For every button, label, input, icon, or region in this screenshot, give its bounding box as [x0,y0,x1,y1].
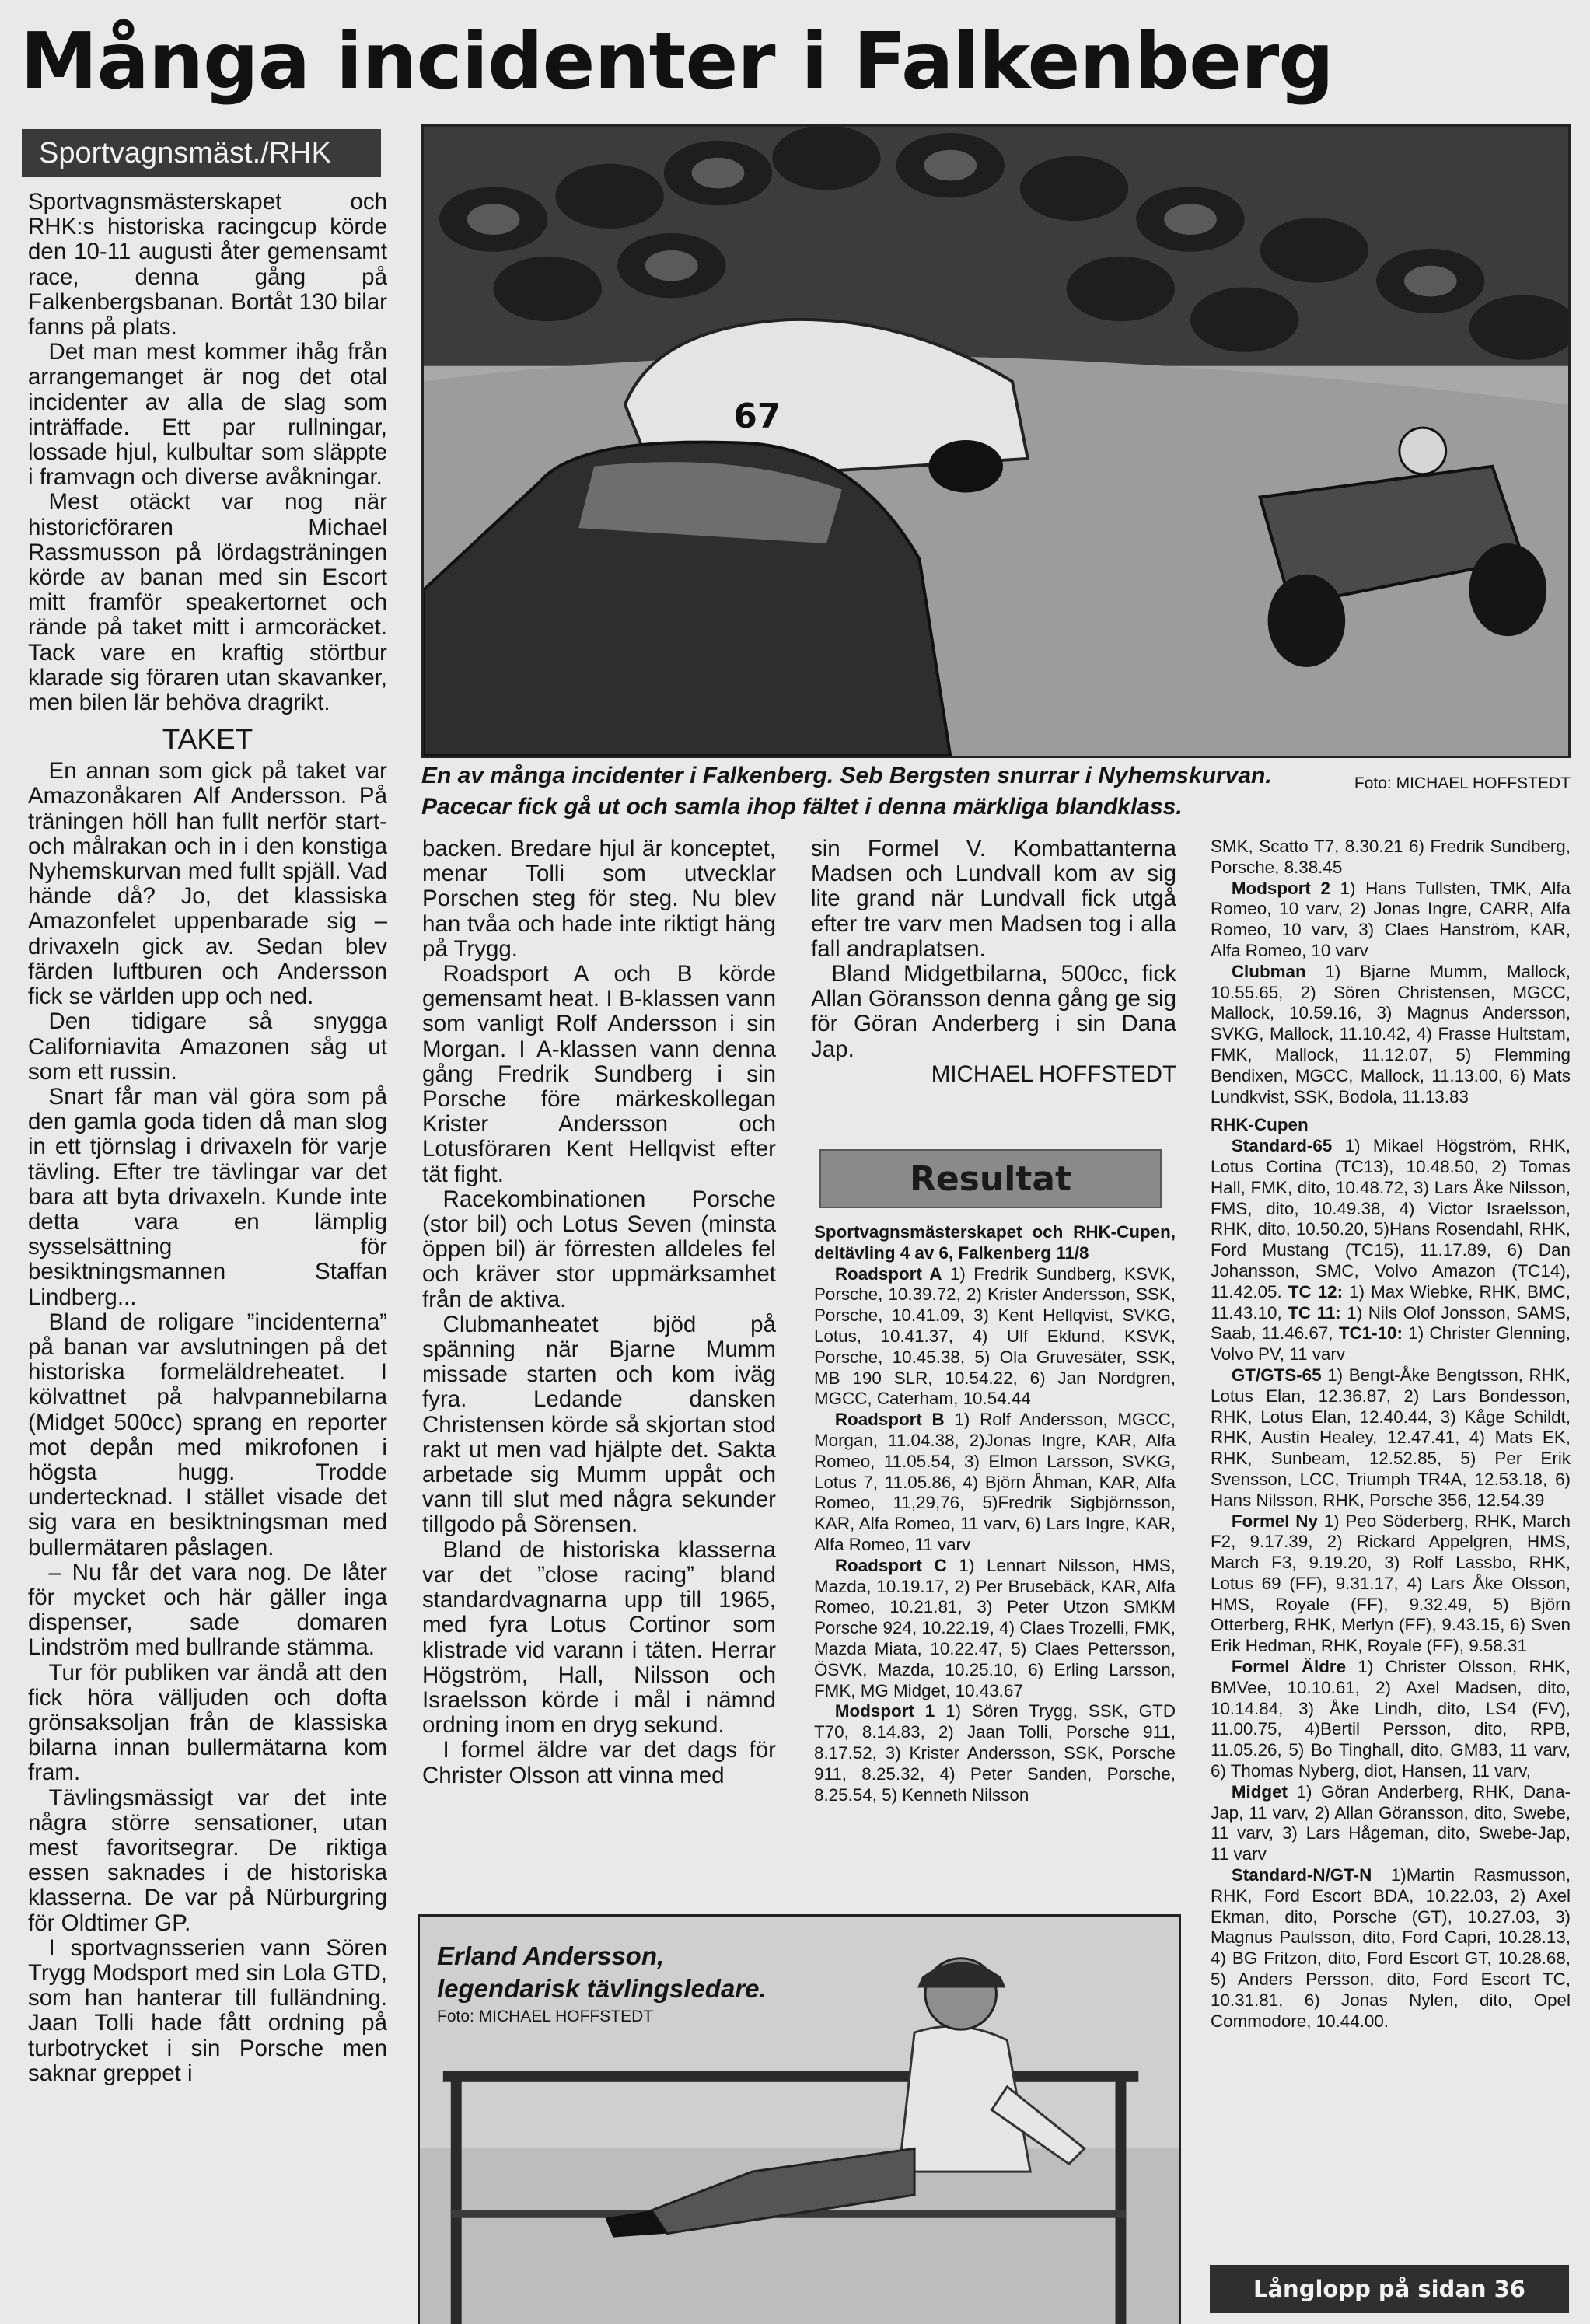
result-text: 1)Martin Rasmusson, RHK, Ford Escort BDA, 10.22.03, 2) Axel Ekman, dito, Porsche (GT), 10.27.03, 3) Magnus Paulsson, dito, Ford Capri, 10.28.13, 4) BG Fritzon, dito, Ford Escort GT, 10.28.68, 5) Anders Persson, dito, Ford Escort TC, 10.31.81, 6) Jonas Nylen, dito, Opel Commodore, 10.44.00. [1211,1865,1571,2031]
paragraph: Roadsport A och B körde gemensamt heat. I B-klassen vann som vanligt Rolf Andersson i sin Morgan. I A-klassen vann denna gång Fredrik Sundberg i sin Porsche före märkeskollegan Krister Andersson och Lotusföraren Kent Hellqvist efter tät fight. [422,961,776,1187]
result-entry [1211,1365,1571,1511]
headline: Många incidenter i Falkenberg [20,16,1333,107]
paragraph: – Nu får det vara nog. De låter för mycket och här gäller inga dispenser, sade domaren Lindström med bullrande stämma. [28,1559,387,1661]
photo-caption-text: En av många incidenter i Falkenberg. Seb Bergsten snurrar i Nyhemskurvan. Pacecar fick gå ut och samla ihop fältet i denna märkliga blandklass. [421,763,1272,820]
paragraph: Racekombinationen Porsche (stor bil) och Lotus Seven (minsta öppen bil) är förresten alldeles fel och kräver stor uppmärksamhet från de aktiva. [422,1186,776,1312]
result-entry: SMK, Scatto T7, 8.30.21 6) Fredrik Sundberg, Porsche, 8.38.45 [1211,837,1571,877]
paragraph: Clubmanheatet bjöd på spänning när Bjarne Mumm missade starten och kom iväg fyra. Ledande dansken Christensen körde så skjortan stod rakt ut men vad hjälpte det. Sakta arbetade sig Mumm uppåt och vann till slut med några sekunder tillgodo på Sörensen. [422,1311,776,1538]
result-text: 1) Göran Anderberg, RHK, Dana-Jap, 11 varv, 2) Allan Göransson, dito, Swebe, 11 varv, 3) Lars Hågeman, dito, Swebe-Jap, 11 varv [1211,1781,1571,1864]
race-photo-illustration [424,127,1568,756]
result-class: Roadsport B [834,1410,945,1430]
paragraph: I formel äldre var det dags för Christer Olsson att vinna med [422,1737,776,1788]
result-text: 1) Bengt-Åke Bengtsson, RHK, Lotus Elan, 12.36.87, 2) Lars Bondesson, RHK, Lotus Elan, 12.40.44, 3) Kåge Schildt, RHK, Austin Healey, 12.47.41, 4) Mats EK, RHK, Sunbeam, 12.52.85, 5) Per Erik Svensson, LCC, Triumph TR4A, 12.53.18, 6) Hans Nilsson, RHK, Porsche 356, 12.54.39 [1211,1365,1571,1510]
result-entry [814,1410,1176,1556]
result-entry [1211,879,1571,962]
result-class: TC1-10: [1338,1323,1403,1344]
result-class: TC 11: [1288,1302,1341,1323]
photo-credit: Foto: MICHAEL HOFFSTEDT [1354,774,1571,792]
result-class: Midget [1231,1781,1288,1802]
paragraph: I sportvagnsserien vann Sören Trygg Modsport med sin Lola GTD, som han hanterar till fulländning. Jaan Tolli hade fått ordning på turbotrycket i sin Porsche men saknar greppet i [28,1934,387,2086]
article-column-1 [28,190,387,2320]
result-text: 1) Lennart Nilsson, HMS, Mazda, 10.19.17, 2) Per Brusebäck, KAR, Alfa Romeo, 10.21.81, 3) Peter Utzon SMKM Porsche 924, 10.22.19, 4) Claes Trozelli, FMK, Mazda Miata, 10.22.47, 5) Claes Pettersson, ÖSVK, Mazda, 10.25.10, 6) Erling Larsson, FMK, MG Midget, 10.43.67 [814,1555,1176,1700]
paragraph: Snart får man väl göra som på den gamla goda tiden då man slog in ett tjörnslag i drivaxeln för varje tävling. Efter tre tävlingar var det bara att byta drivaxeln. Kunde inte detta vara en lämplig sysselsättning för besiktningsmannen Staffan Lindberg... [28,1083,387,1310]
result-entry [1211,1657,1571,1782]
result-entry [1211,1136,1571,1365]
result-class: Standard-65 [1231,1136,1333,1156]
result-text: 1) Christer Olsson, RHK, BMVee, 10.10.61, 2) Axel Madsen, dito, 10.14.84, 3) Åke Lindh, dito, LS4 (FV), 11.00.75, 4)Bertil Persson, dito, RPB, 11.05.26, 5) Bo Tinghall, dito, GM83, 11 varv, 6) Thomas Nyberg, diot, Hansen, 11 varv, [1211,1657,1571,1781]
result-class: Formel Ny [1231,1511,1318,1531]
article-column-3 [811,837,1176,1146]
result-entry [1211,1865,1571,2032]
result-entry [1211,1782,1571,1865]
photo-caption [421,760,1571,827]
result-class: Modsport 1 [834,1701,935,1721]
official-photo [418,1914,1181,2324]
result-text: 1) Max Wiebke, RHK, BMC, 11.43.10, [1211,1281,1571,1323]
result-text: 1) Peo Söderberg, RHK, March F2, 9.17.39, 2) Rickard Appelgren, HMS, March F3, 9.19.20, 3) Rolf Lassbo, RHK, Lotus 69 (FF), 9.31.17, 4) Lars Åke Olsson, HMS, Royale (FF), 9.32.49, 5) Björn Otterberg, RHK, Merlyn (FF), 9.43.15, 6) Sven Erik Hedman, RHK, Royale (FF), 9.58.31 [1211,1511,1571,1656]
paragraph: Bland de historiska klasserna var det ”close racing” bland standardvagnarna upp till 1965, med fyra Lotus Cortinor som klistrade vid varann i täten. Herrar Högström, Hall, Nilsson och Israelsson körde i mål i nämnd ordning inom en dryg sekund. [422,1536,776,1739]
results-banner [819,1149,1162,1208]
result-class: Formel Äldre [1231,1657,1347,1677]
results-subheading: RHK-Cupen [1211,1115,1309,1135]
official-photo-caption-line-2: legendarisk tävlingsledare. [437,1974,767,2003]
result-class: TC 12: [1288,1281,1344,1302]
result-class: Clubman [1231,961,1306,981]
section-kicker: Sportvagnsmäst./RHK [22,129,381,177]
article-column-2 [422,837,776,1911]
paragraph: Bland Midgetbilarna, 500cc, fick Allan Göransson denna gång ge sig för Göran Anderberg i sin Dana Jap. [811,961,1176,1062]
paragraph: Sportvagnsmästerskapet och RHK:s historiska racingcup körde den 10-11 augusti åter gemensamt race, denna gång på Falkenbergsbanan. Bortåt 130 bilar fanns på plats. [28,190,387,341]
results-title: Resultat [909,1159,1072,1199]
result-class: Modsport 2 [1231,878,1330,898]
results-heading: Sportvagnsmästerskapet och RHK-Cupen, deltävling 4 av 6, Falkenberg 11/8 [814,1222,1176,1263]
paragraph: Mest otäckt var nog när historicföraren Michael Rassmusson på lördagsträningen körde av banan med sin Escort mitt framför speakertornet och rände på taket mitt i armcoräcket. Tack vare en kraftig störtbur klarade sig föraren utan skavanker, men bilen lär behöva dragrikt. [28,489,387,716]
result-text: 1) Nils Olof Jonsson, SAMS, Saab, 11.46.67, [1211,1302,1571,1344]
official-photo-caption-line-1: Erland Andersson, [437,1941,665,1970]
paragraph: Tur för publiken var ändå att den fick höra välljuden och dofta grönsaksoljan från de klassiska bilarna innan bullermätarna kom fram. [28,1659,387,1786]
result-text: 1) Hans Tullsten, TMK, Alfa Romeo, 10 varv, 2) Jonas Ingre, CARR, Alfa Romeo, 10 varv, 3) Claes Hanström, KAR, Alfa Romeo, 10 varv [1211,878,1571,960]
result-text: 1) Sören Trygg, SSK, GTD T70, 8.14.83, 2) Jaan Tolli, Porsche 911, 8.17.52, 3) Krister Andersson, SSK, Porsche 911, 8.25.32, 4) Peter Sanden, Porsche, 8.25.54, 5) Kenneth Nilsson [814,1701,1176,1805]
official-photo-caption [437,1940,841,2029]
result-text: 1) Mikael Högström, RHK, Lotus Cortina (TC13), 10.48.50, 2) Tomas Hall, FMK, dito, 10.48.72, 3) Lars Åke Nilsson, FMS, dito, 10.49.38, 4) Victor Israelsson, RHK, dito, 10.50.20, 5)Hans Rosendahl, RHK, Ford Mustang (TC15), 11.17.89, 6) Dan Johansson, SMC, Volvo Amazon (TC14), 11.42.05. [1211,1136,1571,1302]
result-text: 1) Rolf Andersson, MGCC, Morgan, 11.04.38, 2)Jonas Ingre, KAR, Alfa Romeo, 11.05.54, 3) Elmon Larsson, SVKG, Lotus 7, 11.05.86, 4) Björn Åhman, KAR, Alfa Romeo, 11,29,76, 5)Fredrik Sigbjörnsson, KAR, Alfa Romeo, 11 varv, 6) Lars Ingre, KAR, Alfa Romeo, 11 varv [814,1410,1176,1554]
result-text: 1) Fredrik Sundberg, KSVK, Porsche, 10.39.72, 2) Krister Andersson, SSK, Porsche, 10.41.09, 3) Kent Hellqvist, SVKG, Lotus, 10.41.37, 4) Ulf Eklund, KSVK, Porsche, 10.45.38, 5) Ola Gruvesäter, SSK, MB 190 SLR, 10.54.22, 6) Jan Nordgren, MGCC, Caterham, 10.54.44 [814,1263,1176,1409]
result-text: 1) Bjarne Mumm, Mallock, 10.55.65, 2) Sören Christensen, MGCC, Mallock, 10.59.16, 3) Magnus Andersson, SVKG, Mallock, 11.10.42, 4) Frasse Hultstam, FMK, Mallock, 11.12.07, 5) Flemming Bendixen, MGCC, Mallock, 11.13.00, 6) Mats Lundkvist, SSK, Bodola, 11.13.83 [1211,961,1571,1106]
result-class: Standard-N/GT-N [1231,1865,1372,1885]
race-photo [421,124,1571,758]
official-photo-credit: Foto: MICHAEL HOFFSTEDT [437,2008,654,2025]
paragraph: En annan som gick på taket var Amazonåkaren Alf Andersson. På träningen höll han fullt nerför start- och målrakan och in i den konstiga Nyhemskurvan med fullt spjäll. Vad hände då? Jo, det klassiska Amazonfelet uppenbarade sig – drivaxeln gick av. Sedan blev färden luftburen och Andersson fick se världen upp och ned. [28,758,387,1010]
result-entry [814,1556,1176,1702]
paragraph: Den tidigare så snygga Californiavita Amazonen såg ut som ett russin. [28,1008,387,1085]
result-entry [814,1701,1176,1805]
paragraph: Det man mest kommer ihåg från arrangemanget är nog det otal incidenter av alla de slag som inträffade. Ett par rullningar, lossade hjul, kulbultar som släppte i framvagn och diverse avåkningar. [28,339,387,491]
result-class: Roadsport A [834,1263,942,1284]
result-class: GT/GTS-65 [1231,1365,1322,1385]
result-text: 1) Christer Glenning, Volvo PV, 11 varv [1211,1323,1571,1365]
car-number: 67 [733,397,781,437]
results-column-4 [1211,837,1571,2252]
result-entry [814,1264,1176,1410]
paragraph: Tävlingsmässigt var det inte några större sensationer, utan mest favoritsegrar. De riktiga essen saknades i de historiska klasserna. De var på Nürburgring för Oldtimer GP. [28,1784,387,1936]
result-class: Roadsport C [834,1555,947,1575]
subheading: TAKET [162,723,253,756]
paragraph: Bland de roligare ”incidenterna” på banan var avslutningen på det historiska formeläldreheatet. I kölvattnet på halvpannebilarna (Midget 500cc) sprang en reporter mot depån med mikrofonen i högsta hugg. Trodde undertecknad. I stället visade det sig vara en besiktningsman med bullermätaren påslagen. [28,1309,387,1560]
author-signature: MICHAEL HOFFSTEDT [931,1061,1176,1087]
results-column-3 [814,1222,1176,1910]
paragraph: sin Formel V. Kombattanterna Madsen och Lundvall kom av sig lite grand när Lundvall fick utgå efter tre varv men Madsen tog i alla fall andraplatsen. [811,837,1176,962]
continued-notice[interactable]: Långlopp på sidan 36 [1210,2265,1569,2313]
paragraph: backen. Bredare hjul är konceptet, menar Tolli som utvecklar Porschen steg för steg. Nu blev han tvåa och hade inte riktigt häng på Trygg. [422,837,776,962]
result-entry [1211,962,1571,1108]
result-entry [1211,1511,1571,1658]
